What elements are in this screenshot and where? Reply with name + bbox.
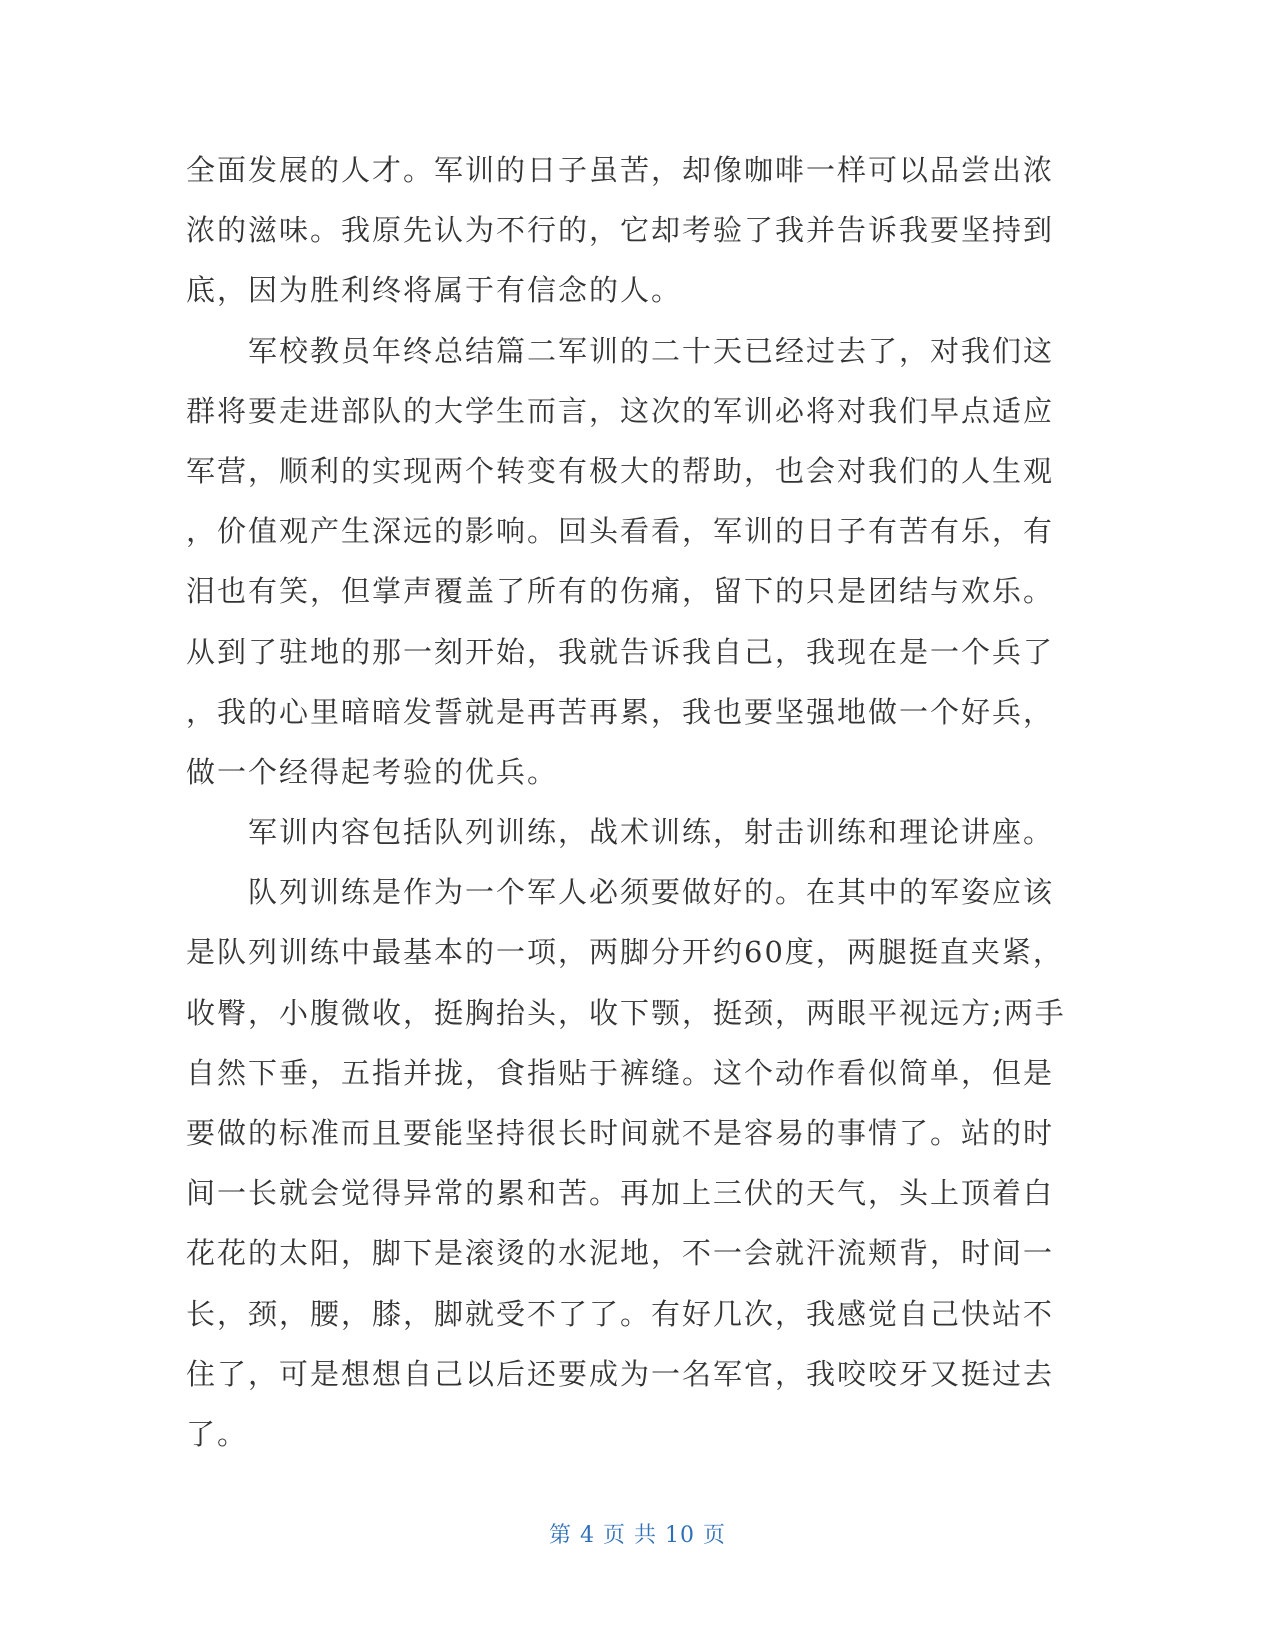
text-line: 长，颈，腰，膝，脚就受不了了。有好几次，我感觉自己快站不 [186, 1296, 1055, 1331]
current-page-number: 4 [580, 1523, 595, 1548]
text-line: 间一长就会觉得异常的累和苦。再加上三伏的天气，头上顶着白 [186, 1176, 1055, 1211]
text-line: 做一个经得起考验的优兵。 [186, 754, 559, 789]
text-line: 泪也有笑，但掌声覆盖了所有的伤痛，留下的只是团结与欢乐。 [186, 574, 1055, 609]
footer-middle: 页 共 [603, 1523, 657, 1548]
text-line: 浓的滋味。我原先认为不行的，它却考验了我并告诉我要坚持到 [186, 213, 1055, 248]
text-line: 队列训练是作为一个军人必须要做好的。在其中的军姿应该 [248, 875, 1055, 910]
text-line: 军营，顺利的实现两个转变有极大的帮助，也会对我们的人生观 [186, 453, 1055, 488]
text-line: 了。 [186, 1416, 249, 1451]
text-line: 全面发展的人才。军训的日子虽苦，却像咖啡一样可以品尝出浓 [186, 153, 1055, 187]
text-line: 是队列训练中最基本的一项，两脚分开约60度，两腿挺直夹紧， [186, 935, 1064, 970]
document-body [186, 140, 1066, 1464]
total-pages-number: 10 [665, 1523, 695, 1548]
text-line: 军训内容包括队列训练，战术训练，射击训练和理论讲座。 [248, 815, 1055, 850]
text-line: 群将要走进部队的大学生而言，这次的军训必将对我们早点适应 [186, 393, 1055, 428]
text-line: 要做的标准而且要能坚持很长时间就不是容易的事情了。站的时 [186, 1116, 1055, 1150]
text-line: ，价值观产生深远的影响。回头看看，军训的日子有苦有乐，有 [186, 514, 1055, 549]
text-line: 底，因为胜利终将属于有信念的人。 [186, 273, 683, 308]
text-line: 花花的太阳，脚下是滚烫的水泥地，不一会就汗流颊背，时间一 [186, 1236, 1055, 1271]
footer-prefix: 第 [548, 1523, 572, 1548]
text-line: 自然下垂，五指并拢，食指贴于裤缝。这个动作看似简单，但是 [186, 1055, 1055, 1090]
text-line: 收臀，小腹微收，挺胸抬头，收下颚，挺颈，两眼平视远方;两手 [186, 995, 1066, 1030]
text-line: ，我的心里暗暗发誓就是再苦再累，我也要坚强地做一个好兵， [186, 694, 1055, 729]
text-line: 军校教员年终总结篇二军训的二十天已经过去了，对我们这 [248, 333, 1055, 368]
page-footer [0, 1518, 1275, 1549]
text-line: 住了，可是想想自己以后还要成为一名军官，我咬咬牙又挺过去 [186, 1356, 1055, 1391]
text-line: 从到了驻地的那一刻开始，我就告诉我自己，我现在是一个兵了 [186, 634, 1055, 669]
footer-suffix: 页 [703, 1523, 727, 1548]
